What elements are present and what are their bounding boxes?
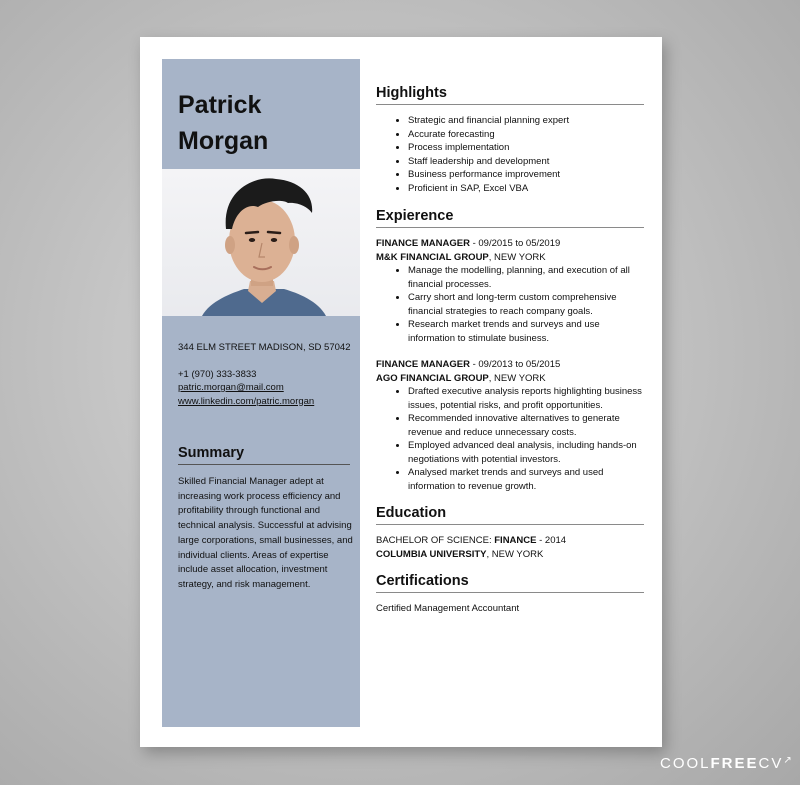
phone: +1 (970) 333-3833 — [178, 368, 257, 380]
certifications-heading: Certifications — [376, 573, 644, 593]
school-location: , NEW YORK — [486, 548, 544, 560]
experience-heading: Expierence — [376, 208, 644, 228]
education-entry — [376, 534, 644, 561]
job-location: , NEW YORK — [488, 372, 546, 384]
email-link[interactable]: patric.morgan@mail.com — [178, 382, 284, 393]
job-bullets — [376, 385, 644, 493]
job-company: AGO FINANCIAL GROUP — [376, 372, 489, 384]
highlights-heading: Highlights — [376, 85, 644, 105]
job-bullet: • Manage the modelling, planning, and execution of all financial processes. — [408, 264, 644, 291]
education-heading: Education — [376, 505, 644, 525]
job-bullets — [376, 264, 644, 345]
highlight-item: • Process implementation — [408, 141, 644, 155]
job-bullet: • Drafted executive analysis reports highlighting business issues, potential risks, and profit opportunities. — [408, 385, 644, 412]
job-entry — [376, 358, 644, 493]
brand-part-1: COOL — [660, 755, 711, 772]
job-bullet: • Employed advanced deal analysis, including hands-on negotiations with potential investors. — [408, 439, 644, 466]
highlight-item: • Accurate forecasting — [408, 128, 644, 142]
linkedin-link[interactable]: www.linkedin.com/patric.morgan — [178, 395, 315, 407]
school-name: COLUMBIA UNIVERSITY — [376, 548, 487, 560]
highlight-item: • Staff leadership and development — [408, 155, 644, 169]
job-title: FINANCE MANAGER — [376, 359, 470, 370]
contact-info — [178, 341, 353, 408]
summary-text: Skilled Financial Manager adept at increasing work process efficiency and profitability through functional and technical analysis. Successful at advising large corporations, small businesses, and individual clients. Areas of expertise include asset allocation, investment strategy, and risk management. — [178, 476, 353, 590]
job-bullet: • Research market trends and surveys and use information to stimulate business. — [408, 318, 644, 345]
profile-photo — [162, 169, 360, 316]
job-dates: - 09/2015 to 05/2019 — [469, 238, 561, 249]
graduation-year: - 2014 — [536, 535, 567, 546]
job-bullet: • Recommended innovative alternatives to generate revenue and reduce unnecessary costs. — [408, 412, 644, 439]
highlight-item: • Business performance improvement — [408, 168, 644, 182]
candidate-name — [178, 87, 268, 159]
highlight-item: • Strategic and financial planning expert — [408, 114, 644, 128]
resume-page — [140, 37, 662, 747]
job-bullet: • Analysed market trends and surveys and used information to revenue growth. — [408, 466, 644, 493]
portrait-image — [162, 169, 360, 316]
address: 344 ELM STREET MADISON, SD 57042 — [178, 342, 351, 353]
job-entry — [376, 237, 644, 345]
resume-sidebar — [162, 59, 360, 727]
brand-logo — [660, 755, 794, 772]
field-of-study: FINANCE — [494, 535, 537, 546]
job-bullet: • Carry short and long-term custom comprehensive financial strategies to reach company goals. — [408, 291, 644, 318]
resume-main — [376, 85, 644, 616]
certification-item: Certified Management Accountant — [376, 603, 520, 614]
last-name: Morgan — [178, 127, 269, 155]
job-dates: - 09/2013 to 05/2015 — [469, 359, 561, 370]
degree: BACHELOR OF SCIENCE: — [376, 535, 495, 546]
brand-part-2: FREE — [710, 755, 759, 772]
job-company: M&K FINANCIAL GROUP — [376, 251, 489, 263]
highlight-item: • Proficient in SAP, Excel VBA — [408, 182, 644, 196]
arrow-icon: ↗ — [783, 755, 794, 766]
job-title: FINANCE MANAGER — [376, 238, 470, 249]
summary-heading: Summary — [178, 445, 350, 465]
first-name: Patrick — [178, 91, 262, 119]
job-location: , NEW YORK — [488, 251, 546, 263]
highlights-list — [376, 114, 644, 195]
brand-part-3: CV — [758, 755, 784, 772]
